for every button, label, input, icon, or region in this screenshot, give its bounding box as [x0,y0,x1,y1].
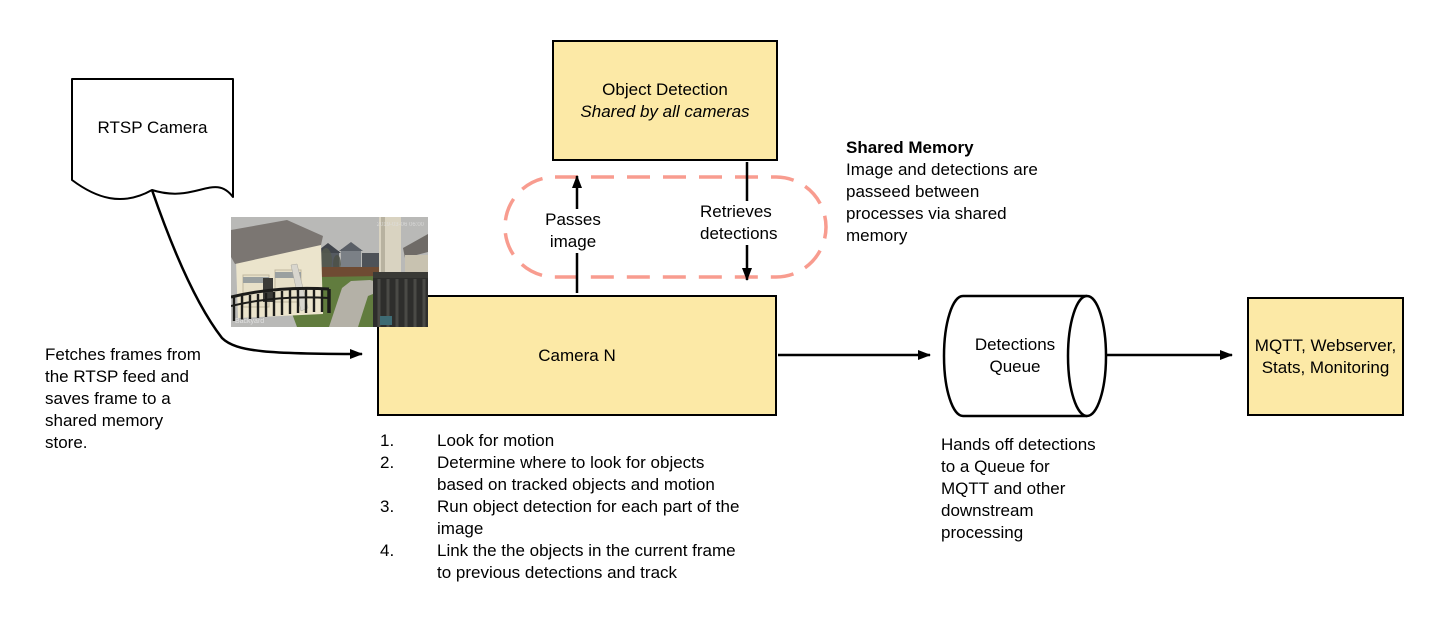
rtsp-camera-label: RTSP Camera [97,118,208,137]
object-detection-subtitle: Shared by all cameras [580,101,750,121]
shared-memory-title: Shared Memory [846,138,974,157]
camera-steps-list [380,430,800,584]
shared-memory-note: Shared Memory Image and detections are passeed between processes via shared memory [846,138,1038,245]
object-detection-node [552,40,778,161]
camera-step-3: 3. Run object detection for each part of the image [380,497,740,538]
detections-queue-label: Detections Queue [974,335,1056,376]
camera-step-1: 1. Look for motion [380,431,555,450]
outputs-label-line2: Stats, Monitoring [1261,357,1390,377]
bucket [380,316,392,325]
camera-n-node [377,295,777,416]
object-detection-title: Object Detection [602,79,728,99]
snapshot-timestamp: 2019-03-06 06:00 [376,222,424,228]
camera-snapshot-image [231,217,428,327]
retrieves-detections-label: Retrieves detections [700,201,798,245]
fetch-frames-note: Fetches frames from the RTSP feed and saves frame to a shared memory store. [45,345,201,452]
snapshot-camera-label: Backyard [235,318,265,325]
outputs-label-line1: MQTT, Webserver, [1254,335,1397,355]
rtsp-document-shape [72,79,233,199]
passes-image-label: Passes image [537,209,609,253]
camera-n-label: Camera N [538,345,616,365]
queue-handoff-note: Hands off detections to a Queue for MQTT and other downstream processing [941,435,1096,542]
outputs-node [1247,297,1404,416]
camera-step-4: 4. Link the the objects in the current frame to previous detections and track [380,541,736,582]
camera-step-2: 2. Determine where to look for objects based on tracked objects and motion [380,453,715,494]
